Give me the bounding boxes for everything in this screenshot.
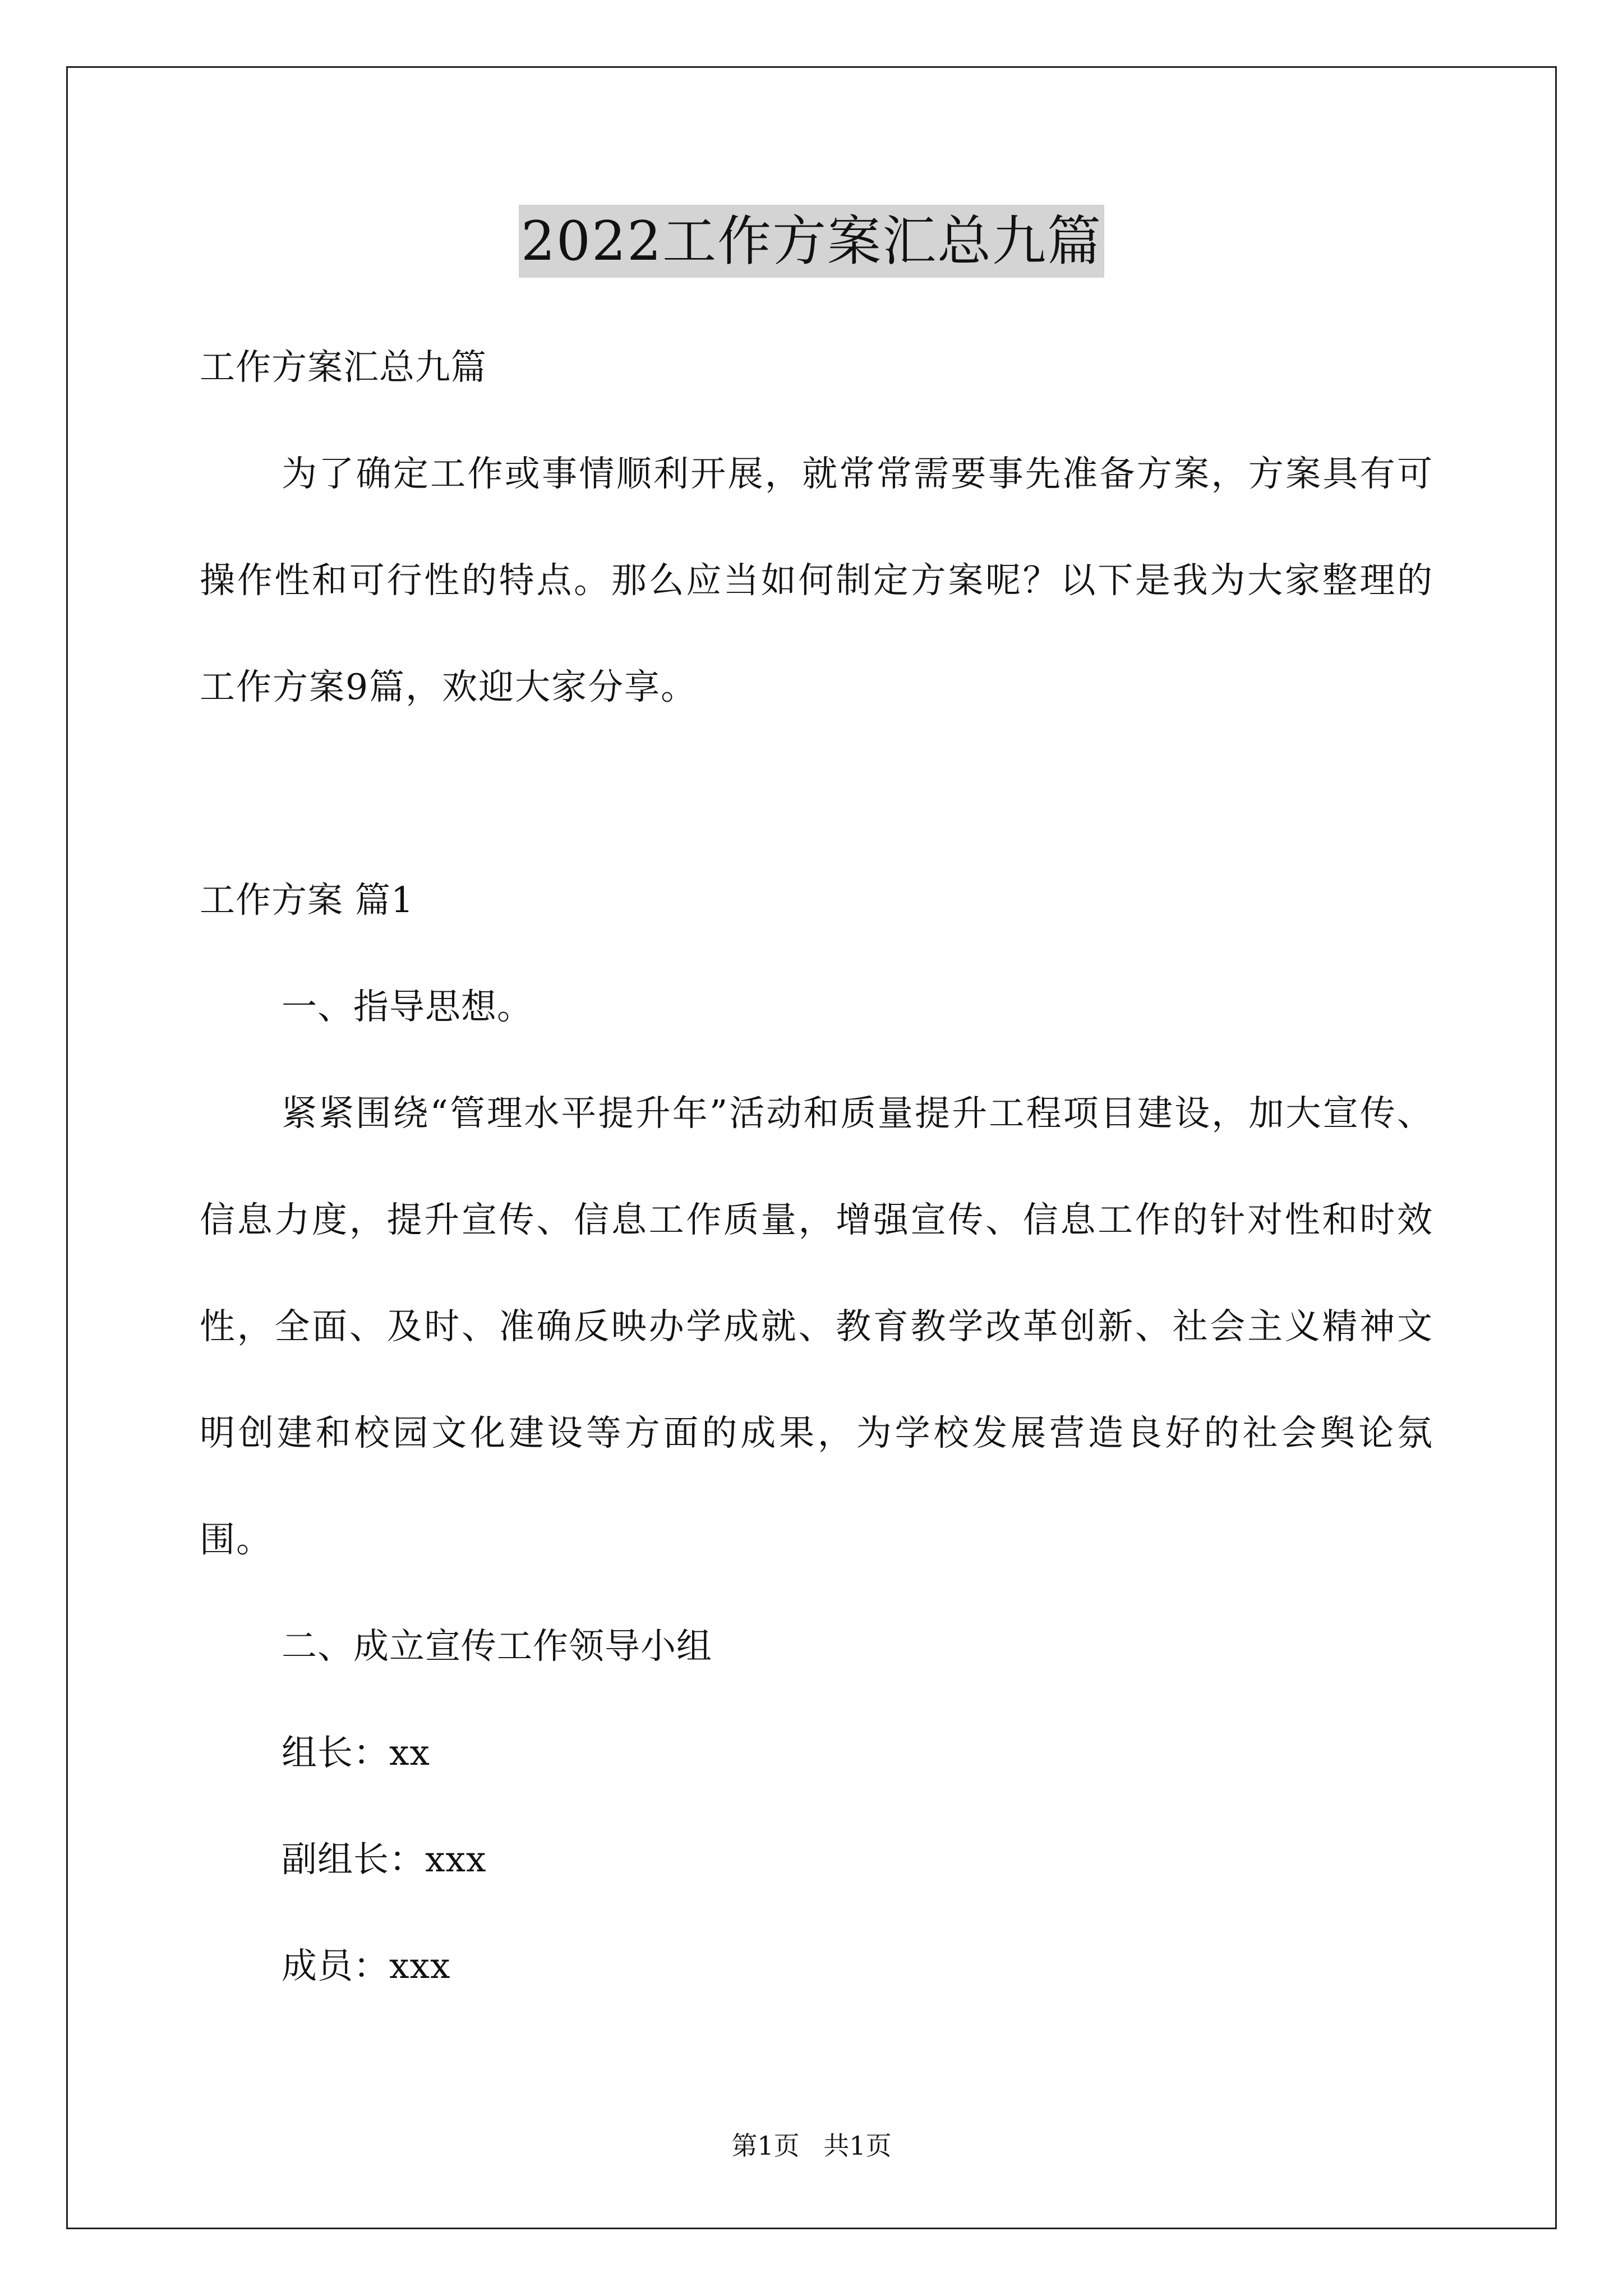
intro-paragraph: 为了确定工作或事情顺利开展，就常常需要事先准备方案，方案具有可操作性和可行性的特点。那么应当如何制定方案呢？以下是我为大家整理的工作方案9篇，欢迎大家分享。 <box>200 453 1433 707</box>
document-subtitle: 工作方案汇总九篇 <box>200 347 487 388</box>
item-2-heading: 二、成立宣传工作领导小组 <box>282 1626 712 1667</box>
page-footer <box>0 2129 1623 2162</box>
deputy-leader-line: 副组长：xxx <box>282 1839 487 1880</box>
title-wrap <box>0 205 1623 278</box>
section-gap <box>200 740 1433 847</box>
page-total: 共1页 <box>823 2131 892 2161</box>
item-1-body: 紧紧围绕“管理水平提升年”活动和质量提升工程项目建设，加大宣传、信息力度，提升宣传、信息工作质量，增强宣传、信息工作的针对性和时效性，全面、及时、准确反映办学成就、教育教学改革创新、社会主义精神文明创建和校园文化建设等方面的成果，为学校发展营造良好的社会舆论氛围。 <box>200 1093 1433 1560</box>
members-line: 成员：xxx <box>282 1945 451 1986</box>
section-heading: 工作方案 篇1 <box>200 880 414 921</box>
item-1-heading: 一、指导思想。 <box>282 986 533 1027</box>
leader-line: 组长：xx <box>282 1732 431 1773</box>
document-body <box>200 314 1433 2019</box>
page-number: 第1页 <box>731 2131 800 2161</box>
document-title: 2022工作方案汇总九篇 <box>519 205 1104 278</box>
